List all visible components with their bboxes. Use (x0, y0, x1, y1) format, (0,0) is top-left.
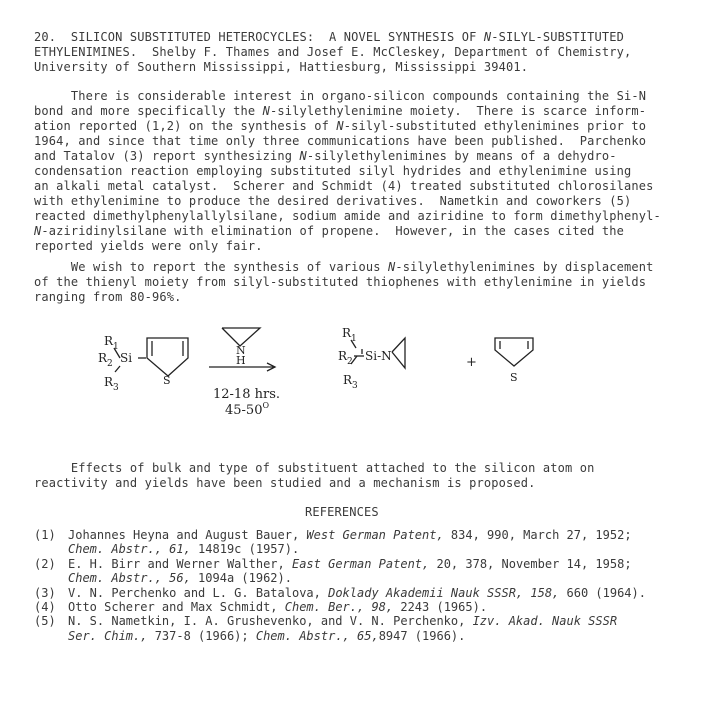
thiophene-ring (147, 338, 188, 376)
text-line: reacted dimethylphenylallylsilane, sodium amide and aziridine to form dimethylphenyl- (34, 209, 661, 223)
sulfur-label: S (163, 374, 171, 387)
hydrogen-label: H (236, 354, 246, 367)
bond-line (115, 366, 120, 372)
si-label: Si (120, 351, 133, 365)
plus-sign: + (466, 355, 477, 370)
r2-label: $R_2$ (98, 351, 113, 369)
text-line: of the thienyl moiety from silyl-substituted thiophenes with ethylenimine in yields (34, 275, 647, 289)
title-line-1-end: -SILYL-SUBSTITUTED (491, 30, 624, 44)
title-line-1: 20. SILICON SUBSTITUTED HETEROCYCLES: A NOVEL SYNTHESIS OF (34, 30, 484, 44)
r1-label: $R_1$ (342, 326, 357, 344)
sulfur-label: S (510, 371, 518, 384)
authors-line: ETHYLENIMINES. Shelby F. Thames and Josef E. McCleskey, Department of Chemistry, (34, 45, 632, 59)
text-line: reactivity and yields have been studied and a mechanism is proposed. (34, 476, 536, 490)
text-line: ranging from 80-96%. (34, 290, 182, 304)
aziridine-ring-product (392, 338, 405, 368)
condition-time: 12-18 hrs. (213, 387, 280, 402)
text-line: We wish to report the synthesis of various N-silylethylenimines by displacement (34, 260, 654, 274)
text-line: ation reported (1,2) on the synthesis of N-silyl-substituted ethylenimines prior to (34, 119, 647, 133)
r3-label: $R_3$ (104, 375, 119, 393)
references-heading: REFERENCES (305, 505, 379, 519)
r3-label: $R_3$ (343, 373, 358, 391)
text-line: reported yields were only fair. (34, 239, 263, 253)
text-line: an alkali metal catalyst. Scherer and Schmidt (4) treated substituted chlorosilanes (34, 179, 654, 193)
text-line: bond and more specifically the N-silylethylenimine moiety. There is scarce inform- (34, 104, 647, 118)
affiliation-line: University of Southern Mississippi, Hattiesburg, Mississippi 39401. (34, 60, 529, 74)
paper-page: 20. SILICON SUBSTITUTED HETEROCYCLES: A NOVEL SYNTHESIS OF N-SILYL-SUBSTITUTED ETHYLENIMINES. Shelby F. Thames and Josef E. McCleskey, Department of Chemistry, University of Southern Mississippi, Hattiesburg, Mississippi 39401. There is considerable interest in organo-silicon compounds containing the Si-N bond and more specifically the N-silylethylenimine moiety. There is scarce inform- ation reported (1,2) on the synthesis of N-silyl-substituted ethylenimines prior to 1964, and since that time only three communications have been published. Parchenko and Tatalov (3) report synthesizing N-silylethylenimines by means of a dehydro- condensation reaction employing substituted silyl hydrides and ethylenimine using an alkali metal catalyst. Scherer and Schmidt (4) treated substituted chlorosilanes with ethylenimine to produce the desired derivatives. Nametkin and coworkers (5) reacted dimethylphenylallylsilane, sodium amide and aziridine to form dimethylphenyl- N-aziridinylsilane with elimination of propene. However, in the cases cited the reported yields were only fair. We wish to report the synthesis of various N-silylethylenimines by displacement of the thienyl moiety from silyl-substituted thiophenes with ethylenimine in yields ranging from 80-96%. $R_1$ $R_2$ Si $R_3$ S N H 12-18 hrs. $45-50^O$ $R_1$ $R_2$ Si-N $R_3$ + S Effects of bulk and type of substituent attached to the silicon atom on reactivity and yields have been studied and a mechanism is proposed. REFERENCES (1) Johannes Heyna and August Bauer, West German Patent, 834, 990, March 27, 1952; Chem. Abstr., 61, 14819c (1957). (2) E. H. Birr and Werner Walther, East German Patent, 20, 378, November 14, 1958; Chem. Abstr., 56, 1094a (1962). (3) V. N. Perchenko and L. G. Batalova, Doklady Akademii Nauk SSSR, 158, 660 (1964). (4) Otto Scherer and Max Schmidt, Chem. Ber., 98, 2243 (1965). (5) N. S. Nametkin, I. A. Grushevenko, and V. N. Perchenko, Izv. Akad. Nauk SSSR Ser. Chim., 737-8 (1966); Chem. Abstr., 65,8947 (1966). (0, 0, 704, 702)
thiophene-ring-product (495, 338, 533, 366)
condition-temp: $45-50^O$ (225, 401, 270, 418)
text-line: 1964, and since that time only three communications have been published. Parchenko (34, 134, 647, 148)
title-italic-n: N (483, 30, 492, 44)
reaction-scheme (0, 318, 704, 428)
r2-label: $R_2$ (338, 349, 353, 367)
nitrogen-label: N (236, 344, 246, 357)
text-line: with ethylenimine to produce the desired derivatives. Nametkin and coworkers (5) (34, 194, 632, 208)
text-line: N-aziridinylsilane with elimination of propene. However, in the cases cited the (34, 224, 624, 238)
text-line: Effects of bulk and type of substituent attached to the silicon atom on (34, 461, 595, 475)
text-line: and Tatalov (3) report synthesizing N-silylethylenimines by means of a dehydro- (34, 149, 617, 163)
abstract-title (34, 30, 624, 45)
r1-label: $R_1$ (104, 334, 119, 352)
text-line: There is considerable interest in organo-silicon compounds containing the Si-N (34, 89, 647, 103)
text-line: condensation reaction employing substituted silyl hydrides and ethylenimine using (34, 164, 632, 178)
si-n-label: Si-N (365, 349, 392, 363)
